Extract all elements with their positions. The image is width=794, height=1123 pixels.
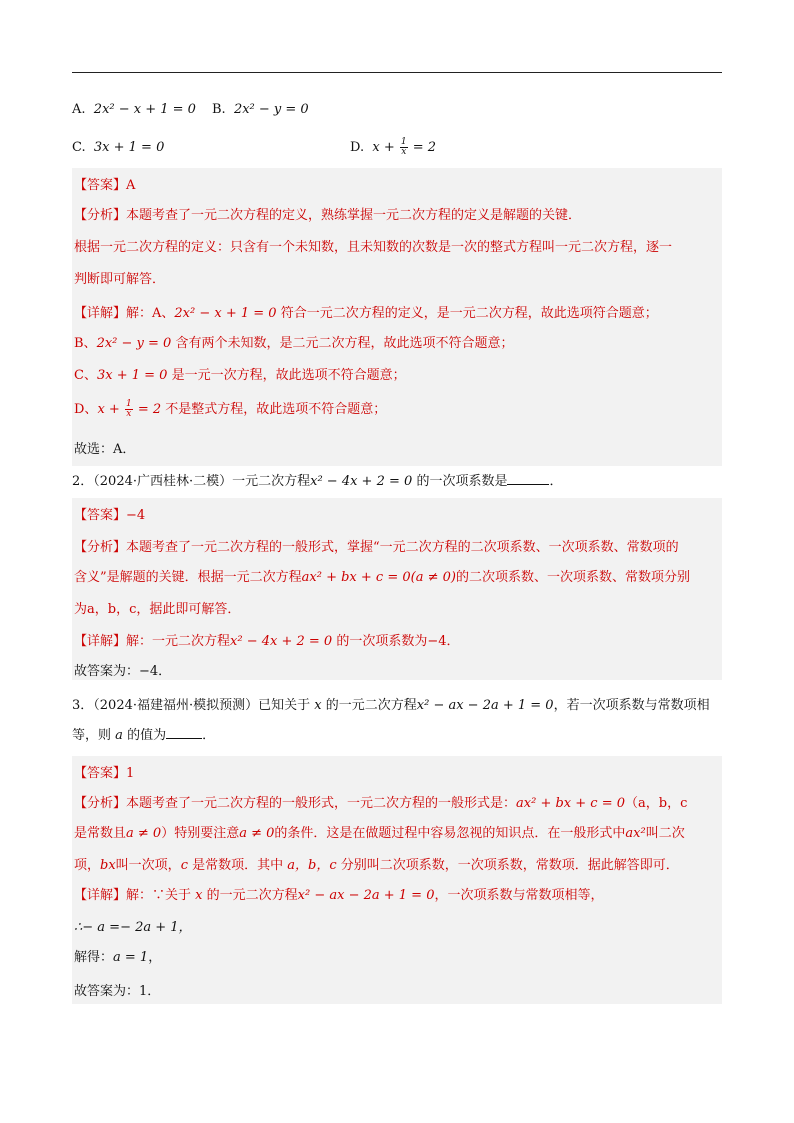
text-segment: 的一元二次方程 — [325, 698, 417, 713]
math-expression: x² − 4x + 2 = 0 — [310, 474, 413, 489]
q3-detail-line-2 — [74, 918, 192, 938]
fraction-denominator: x — [126, 409, 132, 419]
math-expression: ∴− a =− 2a + 1， — [74, 920, 192, 935]
q1-option-c-label: C. — [72, 140, 86, 155]
math-expression: c — [180, 858, 188, 873]
text-segment: 叫一次项， — [115, 858, 181, 873]
math-expression: ax² + bx + c = 0(a ≠ 0) — [301, 570, 456, 585]
fraction-numerator: 1 — [400, 137, 407, 147]
text-segment: 【详解】解：A、 — [74, 306, 175, 321]
q1-option-b-label: B. — [212, 102, 226, 117]
math-expression: ax² — [625, 826, 646, 841]
math-expression: x² − ax − 2a + 1 = 0 — [297, 888, 435, 903]
q1-option-a-math: 2x² − x + 1 = 0 — [93, 102, 196, 117]
text-segment: 等，则 — [72, 728, 112, 743]
text-segment: 是一元一次方程，故此选项不符合题意； — [171, 368, 406, 383]
q2-analysis-line-2 — [74, 568, 690, 588]
q3-conclusion: 故答案为：1． — [74, 984, 161, 999]
math-expression: = 2 — [137, 402, 162, 417]
math-expression: a ≠ 0 — [239, 826, 275, 841]
q1-option-d-fraction — [400, 138, 408, 157]
fraction-numerator: 1 — [125, 399, 132, 409]
text-segment: 的一次项系数为−4． — [336, 634, 460, 649]
q3-stem-line-2 — [72, 726, 215, 746]
math-expression: x² − 4x + 2 = 0 — [230, 634, 333, 649]
q2-stem — [72, 472, 562, 492]
q1-detail-line-2 — [74, 334, 513, 354]
math-expression: 2x² − x + 1 = 0 — [174, 306, 277, 321]
text-segment: 含义”是解题的关键．根据一元二次方程 — [74, 570, 302, 585]
text-segment: ． — [202, 728, 216, 743]
q1-option-a-label: A. — [72, 102, 86, 117]
q2-conclusion: 故答案为：−4． — [74, 664, 172, 679]
text-segment: 3．（2024·福建福州·模拟预测）已知关于 — [72, 698, 311, 713]
answer-blank — [507, 484, 549, 485]
text-segment: 的二次项系数、一次项系数、常数项分别 — [455, 570, 690, 585]
text-segment: 2．（2024·广西桂林·二模）一元二次方程 — [72, 474, 311, 489]
q3-answer: 【答案】1 — [74, 766, 135, 781]
q1-option-d-math-pre: x + — [372, 140, 395, 155]
math-expression: x² − ax − 2a + 1 = 0 — [416, 698, 554, 713]
text-segment: 项， — [74, 858, 101, 873]
math-expression: x — [314, 698, 322, 713]
math-expression: x + — [97, 402, 120, 417]
text-segment: D、 — [74, 402, 98, 417]
text-segment: 解得： — [74, 950, 114, 965]
q3-stem-line-1 — [72, 696, 710, 716]
q1-conclusion: 故选：A． — [74, 442, 136, 457]
q3-analysis-line-3 — [74, 856, 679, 876]
q1-option-d — [350, 138, 436, 158]
text-segment: 的一元二次方程 — [206, 888, 298, 903]
text-segment: ）特别要注意 — [161, 826, 240, 841]
q1-option-c — [72, 138, 164, 158]
text-segment: 【分析】本题考查了一元二次方程的一般形式，一元二次方程的一般形式是： — [74, 796, 517, 811]
text-segment: 含有两个未知数，是二元二次方程，故此选项不符合题意； — [175, 336, 514, 351]
q2-detail — [74, 632, 460, 652]
q3-analysis-line-1 — [74, 794, 687, 814]
text-segment: C、 — [74, 368, 97, 383]
q3-analysis-line-2 — [74, 824, 685, 844]
q1-option-b — [212, 100, 309, 120]
answer-blank — [166, 738, 202, 739]
q1-detail-line-4 — [74, 400, 386, 420]
q1-detail-line-3 — [74, 366, 406, 386]
text-segment: ，一次项系数与常数项相等， — [434, 888, 604, 903]
fraction-denominator: x — [401, 147, 407, 157]
q2-analysis-line-3: 为a，b，c，据此即可解答． — [74, 602, 241, 617]
q1-answer: 【答案】A — [74, 178, 136, 193]
text-segment: 的一次项系数是 — [416, 474, 508, 489]
text-segment: 分别叫二次项系数，一次项系数，常数项．据此解答即可． — [340, 858, 679, 873]
text-segment: 是常数且 — [74, 826, 127, 841]
header-rule — [72, 72, 722, 73]
q1-option-b-math: 2x² − y = 0 — [233, 102, 309, 117]
math-expression: a = 1 — [113, 950, 149, 965]
q3-detail-line-3 — [74, 948, 161, 968]
q2-analysis-line-1: 【分析】本题考查了一元二次方程的一般形式，掌握“一元二次方程的二次项系数、一次项系数、常数项的 — [74, 540, 679, 555]
text-segment: 叫二次 — [645, 826, 685, 841]
q1-detail-fraction — [125, 400, 133, 419]
q1-detail-line-1 — [74, 304, 658, 324]
text-segment: ， — [148, 950, 162, 965]
q1-option-a — [72, 100, 196, 120]
text-segment: ． — [549, 474, 563, 489]
math-expression: bx — [100, 858, 116, 873]
math-expression: a，b，c — [287, 858, 337, 873]
math-expression: a ≠ 0 — [126, 826, 162, 841]
math-expression: ax² + bx + c = 0 — [516, 796, 625, 811]
text-segment: 是常数项．其中 — [192, 858, 284, 873]
text-segment: 符合一元二次方程的定义，是一元二次方程，故此选项符合题意； — [280, 306, 658, 321]
text-segment: ，若一次项系数与常数项相 — [553, 698, 710, 713]
q2-answer: 【答案】−4 — [74, 508, 146, 523]
math-expression: 3x + 1 = 0 — [96, 368, 168, 383]
q3-detail-line-1 — [74, 886, 604, 906]
text-segment: 不是整式方程，故此选项不符合题意； — [165, 402, 387, 417]
q1-option-c-math: 3x + 1 = 0 — [93, 140, 165, 155]
q1-analysis-line-2: 根据一元二次方程的定义：只含有一个未知数，且未知数的次数是一次的整式方程叫一元二次方程，逐一 — [74, 240, 673, 255]
text-segment: 的值为 — [127, 728, 167, 743]
q1-analysis-line-1: 【分析】本题考查了一元二次方程的定义，熟练掌握一元二次方程的定义是解题的关键． — [74, 208, 582, 223]
math-expression: x — [195, 888, 203, 903]
math-expression: a — [115, 728, 123, 743]
q1-option-d-label: D. — [350, 140, 365, 155]
math-expression: 2x² − y = 0 — [96, 336, 172, 351]
text-segment: （a，b，c — [625, 796, 688, 811]
text-segment: 【详解】解：一元二次方程 — [74, 634, 231, 649]
text-segment: 【详解】解：∵关于 — [74, 888, 192, 903]
q2-solution-block — [72, 498, 722, 680]
q1-option-d-math-post: = 2 — [412, 140, 437, 155]
text-segment: B、 — [74, 336, 97, 351]
q1-analysis-line-3: 判断即可解答． — [74, 272, 166, 287]
text-segment: 的条件．这是在做题过程中容易忽视的知识点．在一般形式中 — [274, 826, 626, 841]
